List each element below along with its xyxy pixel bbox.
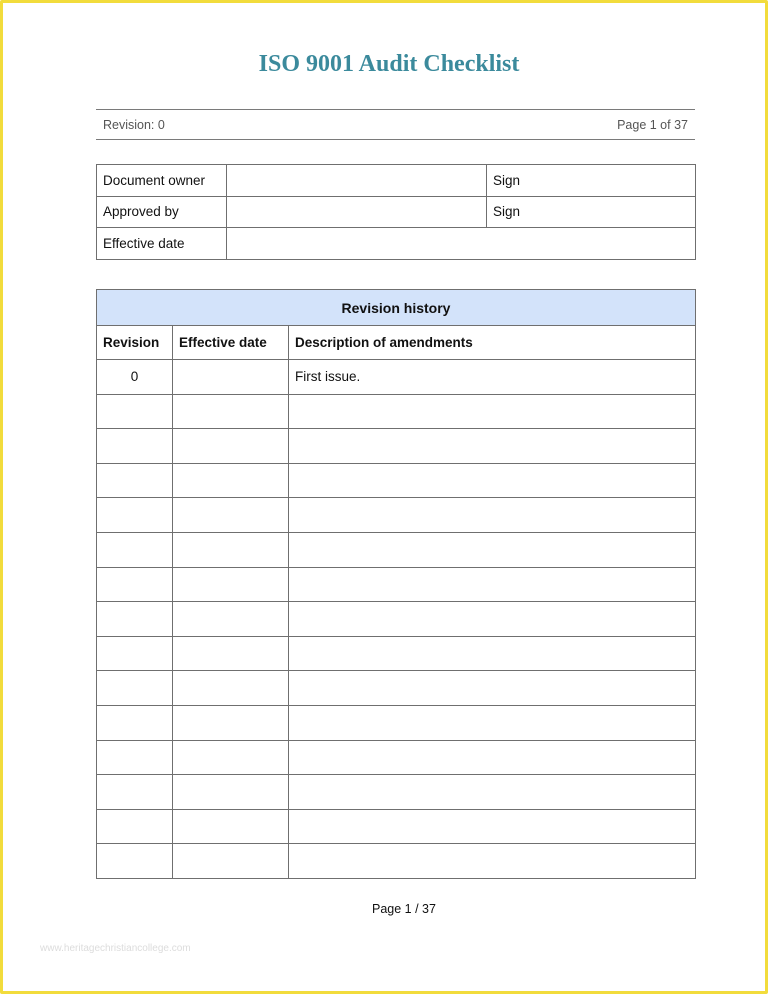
revision-cell[interactable] xyxy=(97,567,173,602)
revision-cell[interactable] xyxy=(97,602,173,637)
effective-date-cell[interactable] xyxy=(173,532,289,567)
header-revision: Revision: 0 xyxy=(103,118,165,132)
page-footer: Page 1 / 37 xyxy=(372,902,436,916)
owner-label: Document owner xyxy=(97,165,227,197)
revision-cell[interactable] xyxy=(97,636,173,671)
revision-cell[interactable] xyxy=(97,532,173,567)
table-row xyxy=(97,463,696,498)
description-cell[interactable] xyxy=(289,844,696,879)
table-row xyxy=(97,228,696,260)
table-header-row xyxy=(97,326,696,360)
effective-date-cell[interactable] xyxy=(173,429,289,464)
description-cell[interactable] xyxy=(289,463,696,498)
approved-by-label: Approved by xyxy=(97,196,227,228)
effective-date-cell[interactable] xyxy=(173,360,289,395)
table-row xyxy=(97,498,696,533)
effective-date-cell[interactable] xyxy=(173,394,289,429)
document-title: ISO 9001 Audit Checklist xyxy=(258,51,520,77)
table-row xyxy=(97,567,696,602)
effective-date-cell[interactable] xyxy=(173,636,289,671)
effective-date-cell[interactable] xyxy=(173,809,289,844)
description-cell[interactable] xyxy=(289,602,696,637)
revision-history-body xyxy=(97,360,696,879)
description-cell[interactable] xyxy=(289,429,696,464)
description-cell[interactable] xyxy=(289,567,696,602)
revision-cell[interactable] xyxy=(97,775,173,810)
effective-date-cell[interactable] xyxy=(173,775,289,810)
description-cell[interactable] xyxy=(289,532,696,567)
description-cell[interactable]: First issue. xyxy=(289,360,696,395)
description-cell[interactable] xyxy=(289,636,696,671)
page-header xyxy=(96,109,695,140)
effective-date-cell[interactable] xyxy=(173,498,289,533)
watermark: www.heritagechristiancollege.com xyxy=(40,943,191,954)
revision-cell[interactable] xyxy=(97,809,173,844)
description-cell[interactable] xyxy=(289,740,696,775)
table-row xyxy=(97,360,696,395)
effective-date-cell[interactable] xyxy=(173,740,289,775)
column-header-revision: Revision xyxy=(97,326,173,360)
description-cell[interactable] xyxy=(289,394,696,429)
effective-date-cell[interactable] xyxy=(173,671,289,706)
revision-history-title: Revision history xyxy=(97,290,696,326)
owner-sign-cell[interactable]: Sign xyxy=(487,165,696,197)
revision-cell[interactable] xyxy=(97,463,173,498)
revision-cell[interactable] xyxy=(97,705,173,740)
revision-cell[interactable] xyxy=(97,671,173,706)
description-cell[interactable] xyxy=(289,498,696,533)
revision-cell[interactable] xyxy=(97,429,173,464)
table-row xyxy=(97,775,696,810)
approved-by-sign-cell[interactable]: Sign xyxy=(487,196,696,228)
description-cell[interactable] xyxy=(289,775,696,810)
table-title-row xyxy=(97,290,696,326)
table-row xyxy=(97,196,696,228)
effective-date-value-cell[interactable] xyxy=(227,228,696,260)
header-page-number: Page 1 of 37 xyxy=(617,118,688,132)
revision-cell[interactable] xyxy=(97,394,173,429)
table-row xyxy=(97,809,696,844)
table-row xyxy=(97,636,696,671)
revision-cell[interactable]: 0 xyxy=(97,360,173,395)
revision-cell[interactable] xyxy=(97,844,173,879)
table-row xyxy=(97,165,696,197)
approved-by-value-cell[interactable] xyxy=(227,196,487,228)
table-row xyxy=(97,705,696,740)
description-cell[interactable] xyxy=(289,705,696,740)
effective-date-cell[interactable] xyxy=(173,602,289,637)
table-row xyxy=(97,429,696,464)
table-row xyxy=(97,602,696,637)
revision-cell[interactable] xyxy=(97,740,173,775)
effective-date-cell[interactable] xyxy=(173,567,289,602)
table-row xyxy=(97,671,696,706)
description-cell[interactable] xyxy=(289,671,696,706)
column-header-effective-date: Effective date xyxy=(173,326,289,360)
revision-cell[interactable] xyxy=(97,498,173,533)
effective-date-cell[interactable] xyxy=(173,844,289,879)
table-row xyxy=(97,844,696,879)
table-row xyxy=(97,740,696,775)
effective-date-cell[interactable] xyxy=(173,705,289,740)
table-row xyxy=(97,394,696,429)
table-row xyxy=(97,532,696,567)
effective-date-cell[interactable] xyxy=(173,463,289,498)
owner-value-cell[interactable] xyxy=(227,165,487,197)
column-header-description: Description of amendments xyxy=(289,326,696,360)
effective-date-label: Effective date xyxy=(97,228,227,260)
description-cell[interactable] xyxy=(289,809,696,844)
revision-history-table xyxy=(96,289,696,879)
document-owner-table xyxy=(96,164,696,260)
